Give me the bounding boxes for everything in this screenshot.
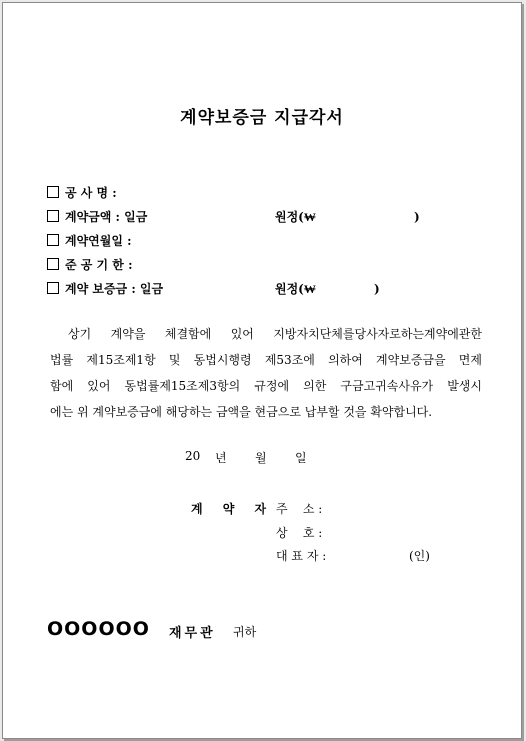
- field-contract-amount: [47, 209, 147, 225]
- field-label: 계약연월일 :: [65, 234, 132, 248]
- recipient-title: 재무관: [169, 626, 216, 641]
- paragraph-line: 법률 제15조제1항 및 동법시행령 제53조에 의하여 계약보증금을 면제: [50, 353, 482, 367]
- field-label: 계약 보증금 : 일금: [65, 282, 164, 296]
- amount-close-paren: ): [414, 210, 420, 224]
- seal-mark: (인): [409, 549, 430, 563]
- contractor-label: 계 약 자: [191, 502, 275, 516]
- field-label: 준 공 기 한 :: [65, 258, 133, 272]
- deposit-won-label: 원정(₩: [275, 282, 316, 296]
- checkbox[interactable]: [47, 282, 59, 294]
- document-page: [2, 2, 522, 739]
- amount-won-label: 원정(₩: [275, 210, 316, 224]
- field-completion-deadline: [47, 257, 133, 273]
- recipient-organization: OOOOOO: [47, 618, 150, 640]
- document-title: 계약보증금 지급각서: [180, 108, 344, 128]
- paragraph-line: 에는 위 계약보증금에 해당하는 금액을 현금으로 납부할 것을 확약합니다.: [50, 405, 433, 419]
- date-year: 20: [185, 449, 201, 463]
- company-label: 상 호 :: [276, 526, 323, 540]
- field-contract-deposit: [47, 281, 163, 297]
- checkbox[interactable]: [47, 210, 59, 222]
- paragraph-line: 상기 계약을 체결함에 있어 지방자치단체를당사자로하는계약에관한: [68, 327, 482, 341]
- address-label: 주 소 :: [276, 502, 323, 516]
- recipient-honorific: 귀하: [233, 625, 257, 639]
- deposit-close-paren: ): [374, 282, 380, 296]
- checkbox[interactable]: [47, 186, 59, 198]
- date-month-unit: 월: [255, 451, 267, 465]
- field-label: 공 사 명 :: [65, 186, 117, 200]
- date-day-unit: 일: [295, 451, 307, 465]
- field-label: 계약금액 : 일금: [65, 210, 148, 224]
- date-year-unit: 년: [215, 451, 227, 465]
- pledge-paragraph: [50, 321, 482, 425]
- representative-label: 대 표 자 :: [276, 549, 327, 563]
- paragraph-line: 함에 있어 동법률제15조제3항의 규정에 의한 구금고귀속사유가 발생시: [50, 379, 482, 393]
- checkbox[interactable]: [47, 234, 59, 246]
- checkbox[interactable]: [47, 258, 59, 270]
- field-project-name: [47, 185, 117, 201]
- field-contract-date: [47, 233, 132, 249]
